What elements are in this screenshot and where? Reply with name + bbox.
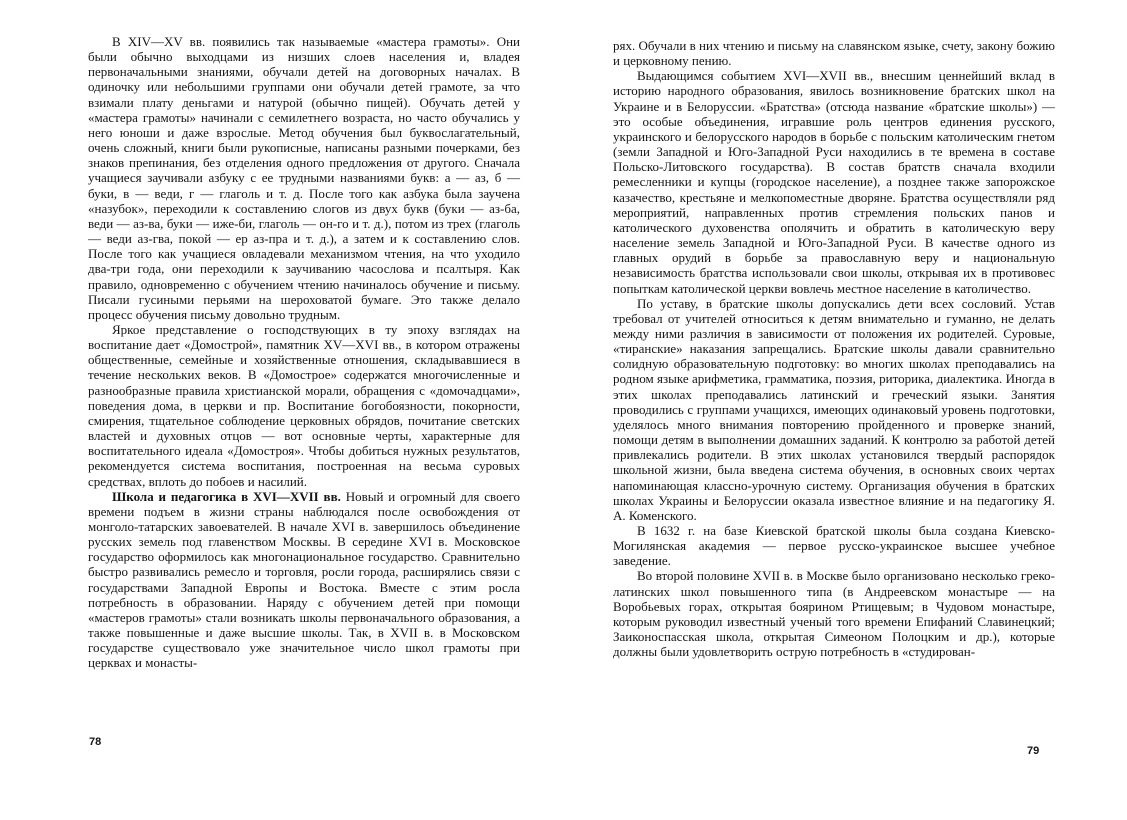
paragraph [88,34,520,322]
paragraph [613,68,1055,295]
paragraph-continuation [613,38,1055,68]
paragraph-text: Новый и огромный для своего времени подъем в жизни страны наблюдался после освобождения от монголо-татарских завоевателей. В начале XVI в. завершилось объединение русских земель под главенством Москвы. В середине XVI в. Московское государство оформилось как многонациональное государство. Сравнительно быстро развивались ремесло и торговля, росли города, расширялись связи с государствами Западной Европы и Востока. Вместе с этим росла потребность в образовании. Наряду с обучением детей при помощи «мастеров грамоты» стали возникать школы первоначального образования, а также повышенные и даже высшие школы. Так, в XVII в. в Московском государстве существовало уже значительное число школ грамоты при церквах и монасты- [88,488,521,671]
section-heading: Школа и педагогика в XVI—XVII вв. [112,488,341,504]
paragraph [88,489,520,671]
paragraph [613,296,1055,523]
page-78 [0,0,563,820]
page-79 [563,0,1127,820]
page-79-text [613,38,1055,659]
page-78-text [88,34,520,671]
paragraph [88,322,520,489]
paragraph-text: По уставу, в братские школы допускались дети всех сословий. Устав требовал от учителей относиться к детям внимательно и гуманно, не делать между ними различия в зависимости от положения их родителей. Суровые, «тиранские» наказания запрещались. Братские школы давали сравнительно солидную образовательную подготовку: во многих школах преподавались на родном языке арифметика, грамматика, поэзия, риторика, диалектика. Иногда в этих школах преподавались латинский и греческий языки. Занятия проводились с группами учащихся, имеющих одинаковый уровень подготовки, уделялось много внимания повторению пройденного и проверке знаний, помощи детям в выполнении домашних заданий. К контролю за работой детей привлекались родители. В этих школах установился твердый распорядок школьной жизни, была введена система обучения, в основных своих чертах напоминающая классно-урочную систему. Организация обучения в братских школах Украины и Белоруссии оказала известное влияние и на педагогику Я. А. Коменского. [613,295,1055,523]
paragraph-text: Выдающимся событием XVI—XVII вв., внесшим ценнейший вклад в историю народного образования, явилось возникновение братских школ на Украине и в Белоруссии. «Братства» (отсюда название «братские школы») — это особые объединения, игравшие роль центров единения русского, украинского и белорусского народов в борьбе с польским католическим гнетом (земли Западной и Юго-Западной Руси находились в те времена в составе Польско-Литовского государства). В состав братств сначала входили ремесленники и купцы (городское население), а позднее также запорожское казачество, крестьяне и мелкопоместные дворяне. Братства осуществляли ряд мероприятий, направленных против стремления польских панов и католического духовенства ополячить и обратить в католическую веру население земель Западной и Юго-Западной Руси. В качестве одного из главных орудий в борьбе за православную веру и национальную независимость братства использовали свои школы, открывая их в противовес попыткам католической церкви вовлечь местное население в католичество. [613,68,1055,296]
page-number: 78 [89,736,102,748]
paragraph-text: В XIV—XV вв. появились так называемые «мастера грамоты». Они были обычно выходцами из низших слоев населения и, владея первоначальными знаниями, обучали детей на договорных началах. В одиночку или небольшими группами они обучали детей грамоте, за что взимали плату деньгами и натурой (обычно пищей). Обучать детей у «мастера грамоты» начинали с семилетнего возраста, но часто обучались у него юноши и даже взрослые. Метод обучения был буквослагательный, очень сложный, книги были рукописные, написаны разными почерками, без знаков препинания, без отделения одного предложения от другого. Сначала учащиеся заучивали азбуку с ее трудными названиями букв: а — аз, б — буки, в — веди, г — глаголь и т. д. После того как азбука была заучена «назубок», переходили к составлению слогов из двух букв (буки — аз-ба, веди — аз-ва, буки — иже-би, глаголь — он-го и т. д.), потом из трех (глаголь — веди аз-гва, покой — ер аз-пра и т. д.), а затем и к составлению слов. После того как учащиеся овладевали механизмом чтения, на что уходило два-три года, они переходили к заучиванию часослова и псалтыря. Как правило, одновременно с обучением чтению начиналось обучение и письму. Писали гусиными перьями на шероховатой бумаге. Это также делало процесс обучения письму довольно трудным. [88,34,520,322]
paragraph-text: Во второй половине XVII в. в Москве было организовано несколько греко-латинских школ повышенного типа (в Андреевском монастыре — на Воробьевых горах, открытая боярином Ртищевым; в Чудовом монастыре, которым руководил известный ученый того времени Епифаний Славинецкий; Заиконоспасская школа, открытая Симеоном Полоцким и др.), которые должны были удовлетворить острую потребность в «студирован- [613,568,1055,660]
paragraph [613,568,1055,659]
paragraph [613,523,1055,568]
paragraph-text: Яркое представление о господствующих в ту эпоху взглядах на воспитание дает «Домострой», памятник XV—XVI вв., в котором отражены общественные, семейные и хозяйственные отношения, складывавшиеся в течение нескольких веков. В «Домострое» содержатся многочисленные и разнообразные правила христианской морали, обращения с «домочадцами», поведения дома, в церкви и пр. Воспитание богобоязности, покорности, смирения, тщательное соблюдение церковных обрядов, почитание светских властей и духовных отцов — вот основные черты, характерные для воспитательного идеала «Домостроя». Чтобы добиться нужных результатов, рекомендуется система воспитания, построенная на весьма суровых средствах, вплоть до побоев и насилий. [88,321,520,489]
page-number: 79 [1027,745,1040,757]
paragraph-text: В 1632 г. на базе Киевской братской школы была создана Киевско-Могилянская академия — первое русско-украинское высшее учебное заведение. [613,523,1055,569]
paragraph-text: рях. Обучали в них чтению и письму на славянском языке, счету, закону божию и церковному пению. [613,38,1055,69]
